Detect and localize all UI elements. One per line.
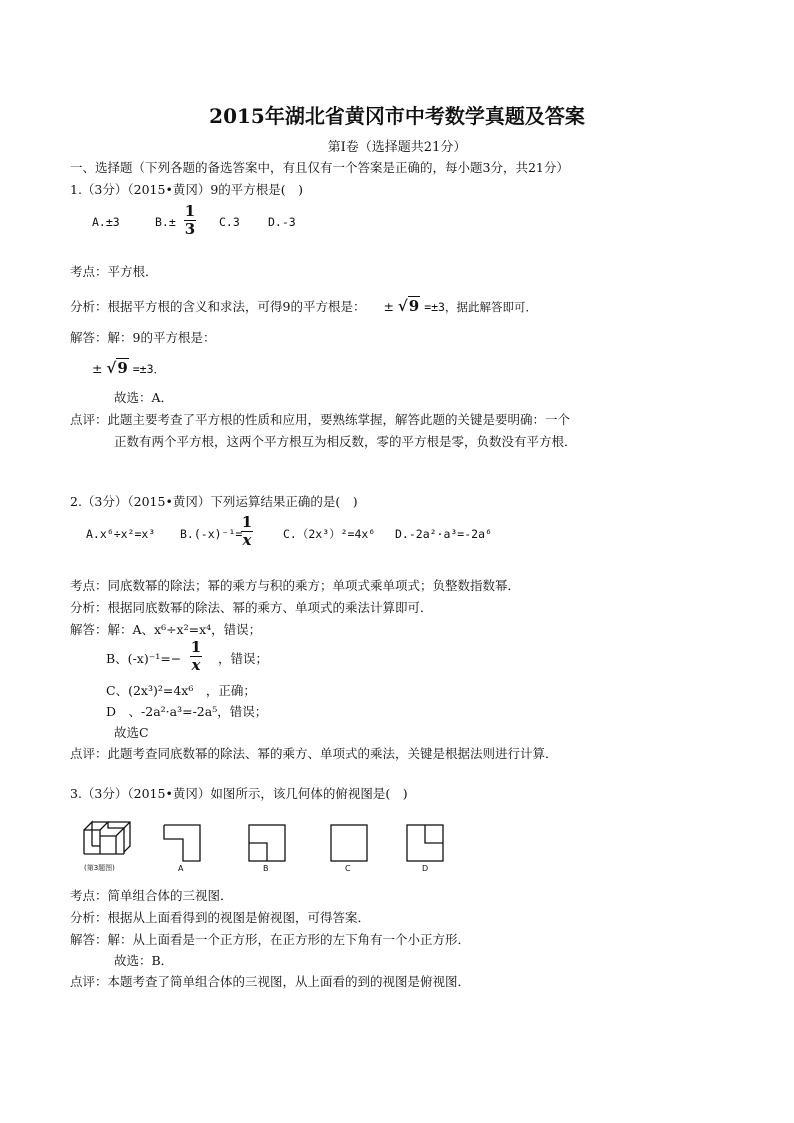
q1-option-b: B.± (155, 215, 176, 229)
q3-answer: 故选：B． (114, 953, 174, 968)
q3-option-a-figure (163, 824, 201, 862)
q3-dianping: 点评：本题考查了简单组合体的三视图，从上面看的到的视图是俯视图． (70, 974, 471, 989)
section-heading: 第Ⅰ卷（选择题共21分） (327, 140, 467, 155)
q1-option-b-numerator: 1 (184, 202, 196, 220)
q1-option-d: D.-3 (268, 215, 296, 229)
q2-jieda-d: D 、-2a²·a³=-2a⁵，错误； (106, 704, 268, 719)
q3-kaodian: 考点：简单组合体的三视图． (70, 888, 233, 903)
q1-kaodian: 考点：平方根． (70, 264, 158, 279)
q3-option-b-label: B (263, 864, 269, 873)
q3-stem: 3.（3分）（2015•黄冈）如图所示，该几何体的俯视图是( ) (70, 786, 408, 801)
q1-jieda-line (92, 360, 165, 377)
q3-figure-caption: (第3题图) (84, 864, 115, 872)
q2-kaodian: 考点：同底数幂的除法；幂的乘方与积的乘方；单项式乘单项式；负整数指数幂． (70, 578, 521, 593)
q2-jieda-b-fraction (190, 640, 202, 673)
solid-figure (80, 814, 140, 862)
q1-answer: 故选：A． (114, 390, 174, 405)
q2-answer: 故选C (114, 725, 149, 740)
q2-option-c: C.（2x³）²=4x⁶ (283, 527, 376, 541)
q1-line-pm: ± (92, 361, 103, 376)
q1-option-b-denominator: 3 (184, 220, 196, 238)
q1-stem: 1.（3分）（2015•黄冈）9的平方根是( ) (70, 182, 304, 197)
q2-jieda-b-numerator: 1 (190, 638, 202, 656)
page-title: 2015年湖北省黄冈市中考数学真题及答案 (209, 104, 585, 128)
q3-option-d-label: D (422, 864, 429, 873)
q2-option-d: D.-2a²·a³=-2a⁶ (395, 527, 492, 541)
q2-option-a: A.x⁶÷x²=x³ (86, 527, 156, 541)
part-intro: 一、选择题（下列各题的备选答案中，有且仅有一个答案是正确的，每小题3分，共21分） (70, 160, 569, 175)
q2-jieda-a: 解答：解：A、x⁶÷x²=x⁴，错误； (70, 622, 262, 637)
q1-fenxi-result: =±3，据此解答即可． (424, 300, 537, 314)
q2-jieda-b-denominator: x (191, 656, 201, 674)
q1-option-a: A.±3 (92, 215, 120, 229)
q1-dianping-1: 点评：此题主要考查了平方根的性质和应用，要熟练掌握，解答此题的关键是要明确：一个 (70, 412, 571, 427)
q2-fenxi: 分析：根据同底数幂的除法、幂的乘方、单项式的乘法计算即可． (70, 600, 433, 615)
q1-line-result: =±3． (132, 362, 166, 376)
q1-jieda: 解答：解：9的平方根是： (70, 330, 216, 345)
q3-jieda: 解答：解：从上面看是一个正方形，在正方形的左下角有一个小正方形． (70, 932, 471, 947)
q2-jieda-b: B、(-x)⁻¹=− (106, 651, 182, 666)
q1-option-b-fraction (184, 204, 196, 237)
q1-line-radicand: 9 (117, 359, 128, 377)
q3-option-b-figure (248, 824, 286, 862)
q2-dianping: 点评：此题考查同底数幂的除法、幂的乘方、单项式的乘法，关键是根据法则进行计算． (70, 746, 558, 761)
q1-fenxi-pm: ± (383, 299, 394, 314)
q1-fenxi (70, 298, 537, 315)
q1-fenxi-text: 分析：根据平方根的含义和求法，可得9的平方根是： (70, 299, 366, 314)
q3-option-d-figure (406, 824, 444, 862)
q2-jieda-c: C、(2x³)²=4x⁶ ，正确； (106, 683, 256, 698)
q2-jieda-b-post: ，错误； (218, 651, 269, 666)
q2-option-b-denominator: x (242, 531, 252, 549)
q1-dianping-2: 正数有两个平方根，这两个平方根互为相反数，零的平方根是零，负数没有平方根． (114, 434, 577, 449)
q3-option-a-label: A (178, 864, 184, 873)
q3-option-c-figure (330, 824, 368, 862)
q2-stem: 2.（3分）（2015•黄冈）下列运算结果正确的是( ) (70, 494, 358, 509)
q3-fenxi: 分析：根据从上面看得到的视图是俯视图，可得答案． (70, 910, 371, 925)
q1-option-c: C.3 (219, 215, 240, 229)
sqrt-icon: √ (106, 359, 117, 377)
q1-fenxi-radicand: 9 (408, 297, 420, 315)
q2-option-b: B.(-x)⁻¹= (180, 527, 243, 541)
sqrt-icon: √ (397, 297, 408, 315)
q2-option-b-numerator: 1 (241, 513, 253, 531)
q2-option-b-fraction (241, 515, 253, 548)
q3-option-c-label: C (345, 864, 351, 873)
